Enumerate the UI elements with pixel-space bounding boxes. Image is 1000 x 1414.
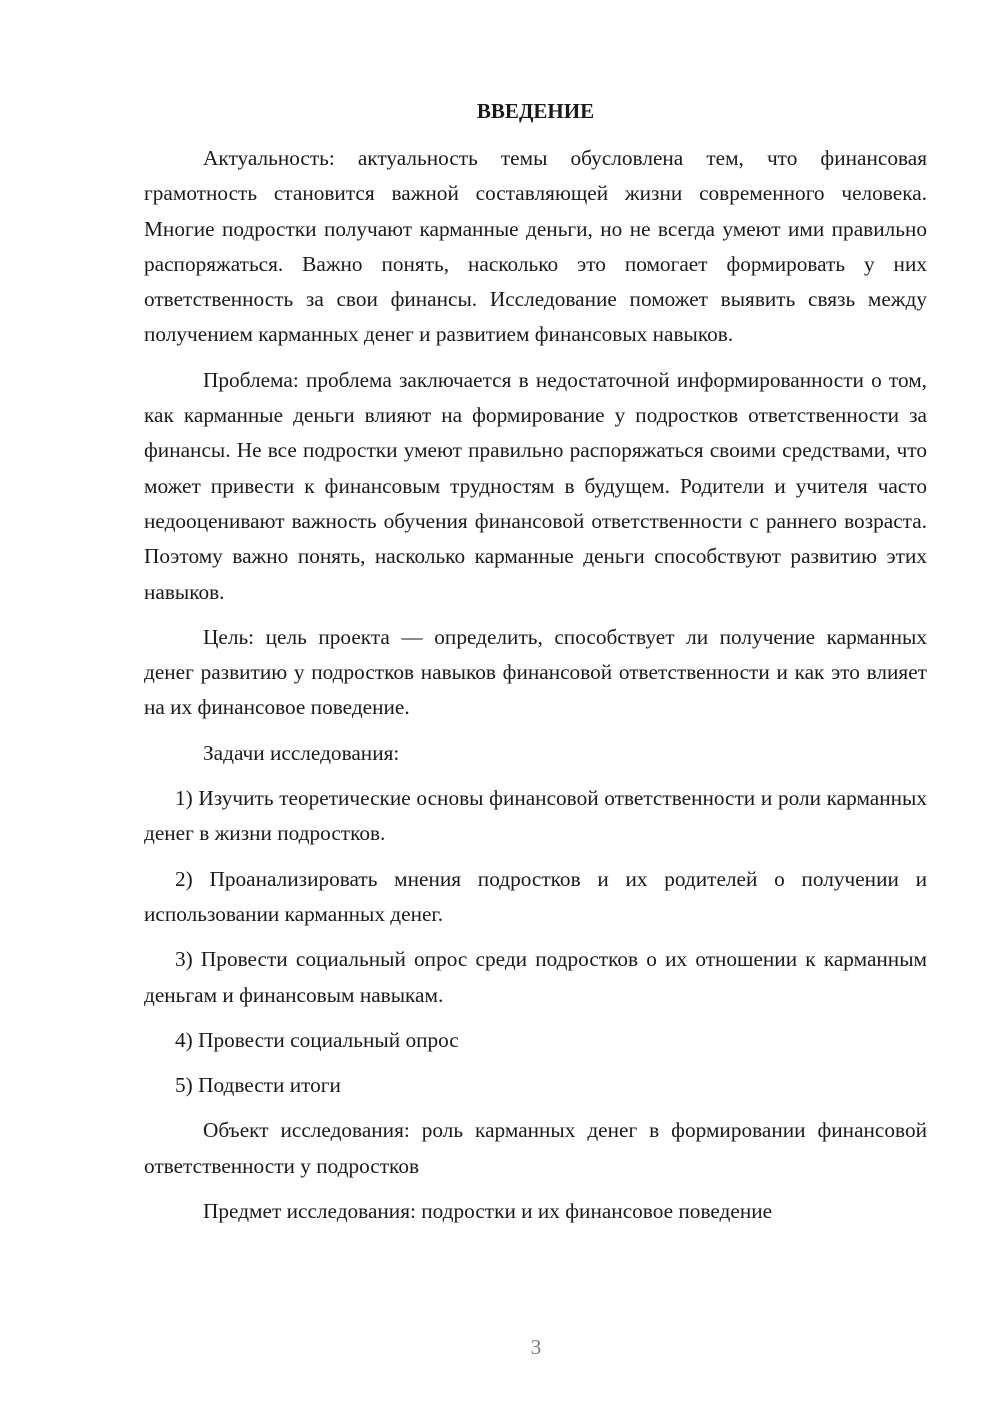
- tasks-heading: Задачи исследования:: [203, 740, 400, 765]
- task-item: 2) Проанализировать мнения подростков и их родителей о получении и использовании карманных денег.: [144, 866, 927, 926]
- page-content: [144, 93, 927, 1239]
- task-item: 5) Подвести итоги: [175, 1073, 341, 1098]
- task-item: 4) Провести социальный опрос: [175, 1027, 459, 1052]
- goal-paragraph: Цель: цель проекта — определить, способствует ли получение карманных денег развитию у подростков навыков финансовой ответственности и как это влияет на их финансовое поведение.: [144, 624, 927, 720]
- research-subject-paragraph: Предмет исследования: подростки и их финансовое поведение: [203, 1199, 773, 1224]
- page-title: ВВЕДЕНИЕ: [476, 99, 595, 123]
- problem-paragraph: Проблема: проблема заключается в недостаточной информированности о том, как карманные деньги влияют на формирование у подростков ответственности за финансы. Не все подростки умеют правильно распоряжаться своими средствами, что может привести к финансовым трудностям в будущем. Родители и учителя часто недооценивают важность обучения финансовой ответственности с раннего возраста. Поэтому важно понять, насколько карманные деньги способствуют развитию этих навыков.: [144, 367, 927, 604]
- relevance-paragraph: Актуальность: актуальность темы обусловлена тем, что финансовая грамотность становится важной составляющей жизни современного человека. Многие подростки получают карманные деньги, но не всегда умеют ими правильно распоряжаться. Важно понять, насколько это помогает формировать у них ответственность за свои финансы. Исследование поможет выявить связь между получением карманных денег и развитием финансовых навыков.: [144, 146, 927, 347]
- task-item: 3) Провести социальный опрос среди подростков о их отношении к карманным деньгам и финансовым навыкам.: [144, 947, 927, 1007]
- research-object-paragraph: Объект исследования: роль карманных денег в формировании финансовой ответственности у подростков: [144, 1118, 927, 1178]
- task-item: 1) Изучить теоретические основы финансовой ответственности и роли карманных денег в жизни подростков.: [144, 786, 927, 846]
- page-number: 3: [530, 1335, 542, 1359]
